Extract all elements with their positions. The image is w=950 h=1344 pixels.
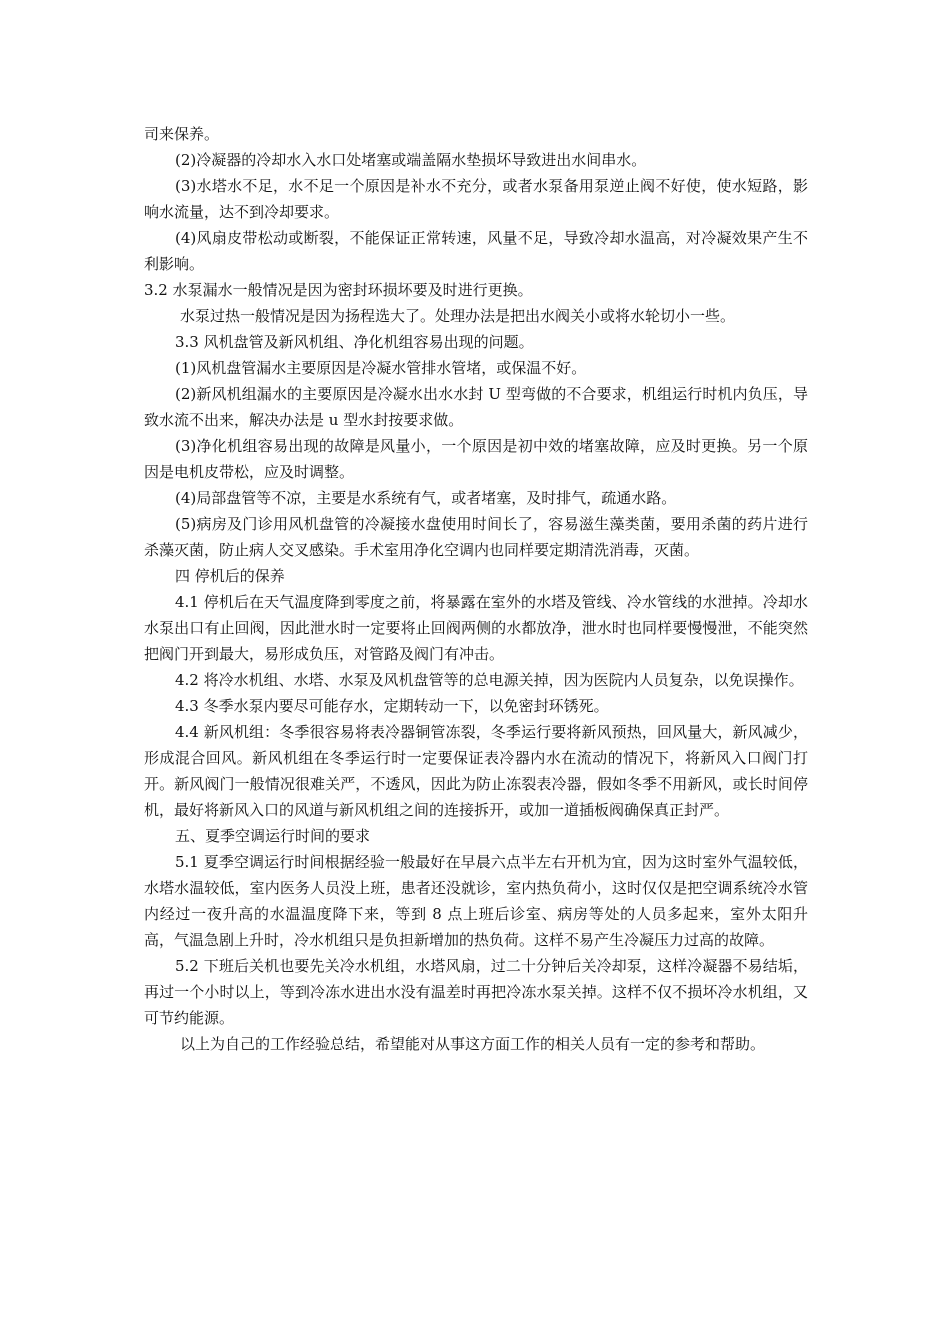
paragraph-3-3-1: (1)风机盘管漏水主要原因是冷凝水管排水管堵，或保温不好。 [175,359,587,377]
paragraph-4-4: 4.4 新风机组：冬季很容易将表冷器铜管冻裂，冬季运行要将新风预热，回风量大，新风减少，形成混合回风。新风机组在冬季运行时一定要保证表冷器内水在流动的情况下，将新风入口阀门打开。新风阀门一般情况很难关严，不透风，因此为防止冻裂表冷器，假如冬季不用新风，或长时间停机，最好将新风入口的风道与新风机组之间的连接拆开，或加一道插板阀确保真正封严。 [144,723,808,819]
paragraph-3-3-3: (3)净化机组容易出现的故障是风量小，一个原因是初中效的堵塞故障，应及时更换。另一个原因是电机皮带松，应及时调整。 [144,437,808,481]
paragraph-5-1: 5.1 夏季空调运行时间根据经验一般最好在早晨六点半左右开机为宜，因为这时室外气温较低，水塔水温较低，室内医务人员没上班，患者还没就诊，室内热负荷小，这时仅仅是把空调系统冷水管内经过一夜升高的水温温度降下来，等到 8 点上班后诊室、病房等处的人员多起来，室外太阳升高，气温急剧上升时，冷水机组只是负担新增加的热负荷。这样不易产生冷凝压力过高的故障。 [144,853,808,949]
paragraph-3-3-5: (5)病房及门诊用风机盘管的冷凝接水盘使用时间长了，容易滋生藻类菌，要用杀菌的药片进行杀藻灭菌，防止病人交叉感染。手术室用净化空调内也同样要定期清洗消毒，灭菌。 [144,515,808,559]
paragraph-2-1-4: (4)风扇皮带松动或断裂，不能保证正常转速，风量不足，导致冷却水温高，对冷凝效果产生不利影响。 [144,229,808,273]
paragraph-pump-overheat: 水泵过热一般情况是因为扬程选大了。处理办法是把出水阀关小或将水轮切小一些。 [180,307,736,325]
paragraph-5-2: 5.2 下班后关机也要先关冷水机组，水塔风扇，过二十分钟后关冷却泵，这样冷凝器不易结垢，再过一个小时以上，等到冷冻水进出水没有温差时再把冷冻水泵关掉。这样不仅不损坏冷水机组，又可节约能源。 [144,957,808,1027]
section-heading-4: 四 停机后的保养 [175,567,285,585]
document-body [144,121,808,1057]
paragraph-2-1-3: (3)水塔水不足，水不足一个原因是补水不充分，或者水泵备用泵逆止阀不好使，使水短路，影响水流量，达不到冷却要求。 [144,177,808,221]
paragraph-2-1-2: (2)冷凝器的冷却水入水口处堵塞或端盖隔水垫损坏导致进出水间串水。 [175,151,647,169]
paragraph-4-3: 4.3 冬季水泵内要尽可能存水，定期转动一下，以免密封环锈死。 [175,697,609,715]
paragraph-3-3-2: (2)新风机组漏水的主要原因是冷凝水出水水封 U 型弯做的不合要求，机组运行时机内负压，导致水流不出来，解决办法是 u 型水封按要求做。 [144,385,808,429]
paragraph-3-2: 3.2 水泵漏水一般情况是因为密封环损坏要及时进行更换。 [144,281,533,299]
paragraph-4-2: 4.2 将冷水机组、水塔、水泵及风机盘管等的总电源关掉，因为医院内人员复杂，以免误操作。 [175,671,804,689]
section-heading-3-3: 3.3 风机盘管及新风机组、净化机组容易出现的问题。 [175,333,534,351]
paragraph-4-1: 4.1 停机后在天气温度降到零度之前，将暴露在室外的水塔及管线、冷水管线的水泄掉。冷却水水泵出口有止回阀，因此泄水时一定要将止回阀两侧的水都放净，泄水时也同样要慢慢泄，不能突然把阀门开到最大，易形成负压，对管路及阀门有冲击。 [144,593,808,663]
paragraph-conclusion: 以上为自己的工作经验总结，希望能对从事这方面工作的相关人员有一定的参考和帮助。 [180,1035,766,1053]
section-heading-5: 五、夏季空调运行时间的要求 [175,827,371,845]
paragraph-3-3-4: (4)局部盘管等不凉，主要是水系统有气，或者堵塞，及时排气，疏通水路。 [175,489,677,507]
paragraph-continuation: 司来保养。 [144,125,220,143]
